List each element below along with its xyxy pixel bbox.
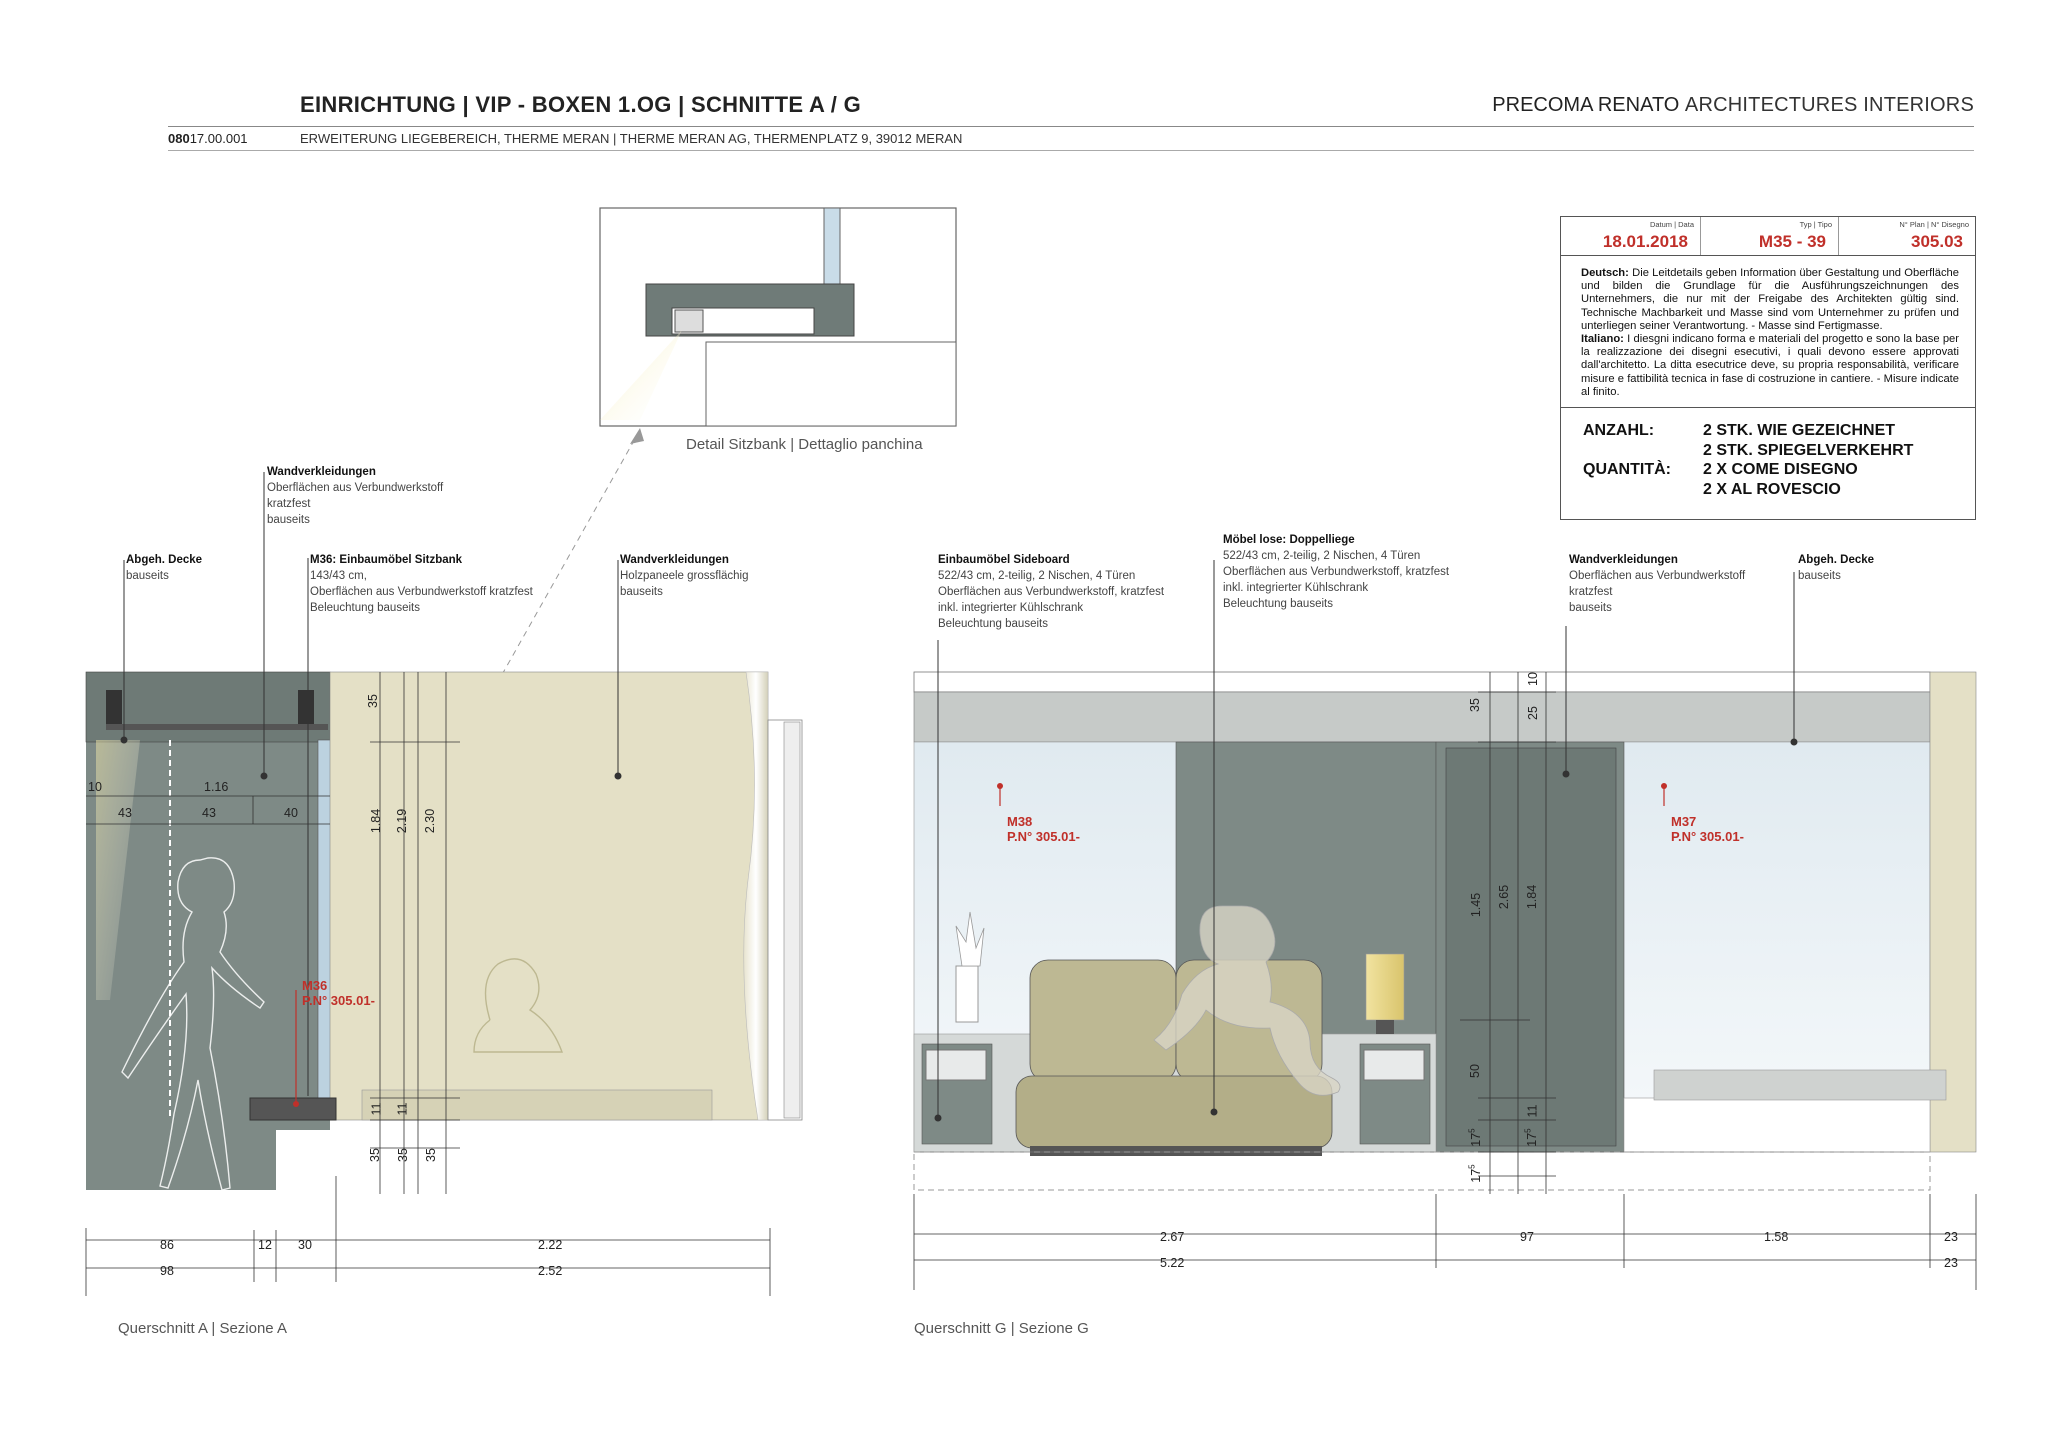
ref-m36: M36 P.N° 305.01- [302,978,375,1008]
dim-g-v175b: $17^5$ [1523,1128,1539,1147]
drawing-title: EINRICHTUNG | VIP - BOXEN 1.OG | SCHNITTE A / G [300,92,861,117]
section-a-caption: Querschnitt A | Sezione A [118,1320,287,1337]
ref-m37: M37 P.N° 305.01- [1671,814,1744,844]
dim-a-v230: 2.30 [423,808,438,834]
date-cell: Datum | Data 18.01.2018 [1561,217,1701,256]
dim-a-v35a: 35 [367,1148,382,1162]
label-a-wandverkleidung-2: Wandverkleidungen Holzpaneele grossflächig bauseits [620,554,749,598]
dim-a-40: 40 [284,806,298,820]
section-g-caption: Querschnitt G | Sezione G [914,1320,1089,1337]
dim-a-222: 2.22 [538,1238,563,1252]
section-g [914,672,1976,1190]
dim-a-116: 1.16 [204,780,229,794]
detail-sitzbank [600,208,956,426]
firm-name-light: ARCHITECTURES INTERIORS [1684,94,1974,116]
dim-g-23a: 23 [1944,1230,1958,1244]
project-code: 08017.00.001 [168,131,248,146]
dim-g-v265: 2.65 [1497,884,1512,910]
type-value: M35 - 39 [1758,232,1826,251]
label-g-wandverkleidung: Wandverkleidungen Oberflächen aus Verbundwerkstoff kratzfest bauseits [1569,554,1746,614]
dim-g-v10: 10 [1525,672,1540,686]
plan-cell: N° Plan | N° Disegno 305.03 [1838,217,1975,256]
firm-name-bold: PRECOMA RENATO [1492,94,1680,116]
dim-a-43b: 43 [202,806,216,820]
ref-m38: M38 P.N° 305.01- [1007,814,1080,844]
date-value: 18.01.2018 [1602,232,1688,251]
dim-a-252: 2.52 [538,1264,563,1278]
title-block-note: Deutsch: Die Leitdetails geben Information über Gestaltung und Oberfläche und bilden die Grundlage für die Ausführungszeichnungen des Unternehmers, die nur mit der Freigabe des Architekten gültig sind. Technische Machbarkeit und Masse sind vom Unternehmer zu prüfen und unterliegen seiner Verantwortung. - Masse sind Fertigmasse. Italiano: I diesgni indicano forma e materiali del progetto e sono la base per la realizzazione dei disegni esecutivi, i quali devono essere approvati dall'architetto. La ditta esecutrice deve, su propria responsabilità, verificare misure e fattibilità tecnica in fase di costruzione in cantiere. - Misure indicate al finito. [1581,267,1959,398]
label-a-wandverkleidung-1: Wandverkleidungen Oberflächen aus Verbundwerkstoff kratzfest bauseits [267,466,444,526]
detail-arrow [630,428,644,444]
dim-a-86: 86 [160,1238,174,1252]
dim-a-v35c: 35 [423,1148,438,1162]
label-g-sideboard: Einbaumöbel Sideboard 522/43 cm, 2-teilig, 2 Nischen, 4 Türen Oberflächen aus Verbundwerkstoff, kratzfest inkl. integrierter Kühlschrank Beleuchtung bauseits [938,554,1165,630]
label-g-decke: Abgeh. Decke bauseits [1798,554,1875,582]
dim-a-10: 10 [88,780,102,794]
label-a-m36: M36: Einbaumöbel Sitzbank 143/43 cm, Oberflächen aus Verbundwerkstoff kratzfest Beleuchtung bauseits [310,554,533,614]
plan-value: 305.03 [1911,232,1963,251]
quantity-block: ANZAHL: 2 STK. WIE GEZEICHNET 2 STK. SPIEGELVERKEHRT QUANTITÀ: 2 X COME DISEGNO 2 X AL ROVESCIO [1583,422,1914,498]
dim-a-43a: 43 [118,806,132,820]
dim-g-158: 1.58 [1764,1230,1789,1244]
dim-g-v35: 35 [1467,698,1482,712]
dim-g-v25: 25 [1525,706,1540,720]
type-cell: Typ | Tipo M35 - 39 [1700,217,1839,256]
dim-a-v184: 1.84 [369,808,384,834]
dim-g-97: 97 [1520,1230,1534,1244]
dim-a-30: 30 [298,1238,312,1252]
dim-a-98: 98 [160,1264,174,1278]
dim-a-v35b: 35 [395,1148,410,1162]
project-subtitle: ERWEITERUNG LIEGEBEREICH, THERME MERAN | THERME MERAN AG, THERMENPLATZ 9, 39012 MERAN [300,131,963,146]
dim-g-v145: 1.45 [1469,892,1484,918]
dim-g-v50: 50 [1467,1064,1482,1078]
dim-a-v11a: 11 [369,1102,384,1116]
dim-g-v11: 11 [1525,1104,1540,1118]
label-a-decke: Abgeh. Decke bauseits [126,554,203,582]
section-a [86,672,802,1190]
dim-a-v11b: 11 [395,1102,410,1116]
dim-a-12: 12 [258,1238,272,1252]
dim-a-v219: 2.19 [395,808,410,834]
dim-a-v35: 35 [365,694,380,708]
dim-g-v175a: $17^5$ [1467,1128,1483,1147]
label-g-doppelliege: Möbel lose: Doppelliege 522/43 cm, 2-teilig, 2 Nischen, 4 Türen Oberflächen aus Verbundwerkstoff, kratzfest inkl. integrierter Kühlschrank Beleuchtung bauseits [1223,534,1450,610]
dim-g-267: 2.67 [1160,1230,1185,1244]
dim-g-522: 5.22 [1160,1256,1185,1270]
detail-caption: Detail Sitzbank | Dettaglio panchina [686,436,923,453]
dim-g-23b: 23 [1944,1256,1958,1270]
dim-g-v175c: $17^5$ [1467,1164,1483,1183]
dim-g-v184: 1.84 [1525,884,1540,910]
